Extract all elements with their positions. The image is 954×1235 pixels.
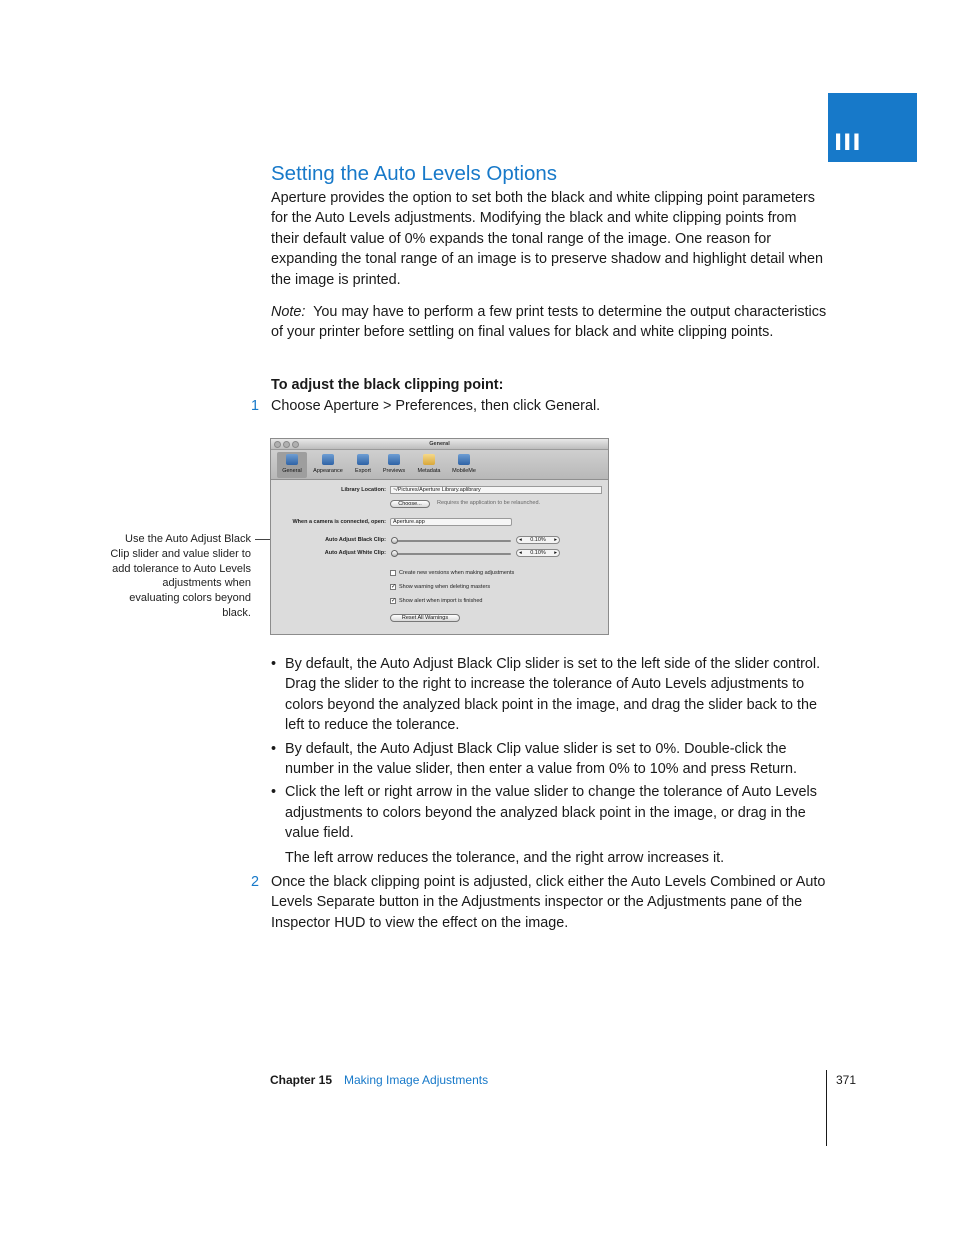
part-tab-label: III (834, 131, 862, 156)
white-clip-right-arrow-icon[interactable]: ▸ (554, 550, 557, 556)
black-clip-slider-knob[interactable] (391, 537, 398, 544)
step-number: 1 (251, 398, 260, 414)
warn-delete-masters-checkbox[interactable]: ✓ Show warning when deleting masters (391, 584, 491, 590)
part-tab (828, 93, 917, 162)
bullet-list (271, 654, 827, 871)
choose-button[interactable]: Choose... (390, 500, 430, 508)
page-number: 371 (836, 1073, 857, 1087)
white-clip-slider[interactable] (393, 553, 511, 555)
black-clip-right-arrow-icon[interactable]: ▸ (554, 537, 557, 543)
white-clip-value-slider[interactable] (516, 549, 560, 557)
checkbox-icon[interactable] (390, 570, 396, 576)
window-body (271, 480, 608, 635)
white-clip-left-arrow-icon[interactable]: ◂ (519, 550, 522, 556)
white-clip-label: Auto Adjust White Clip: (324, 550, 386, 556)
note-text: You may have to perform a few print tests to determine the output characteristics of your printer before settling on final values for black and white clipping points. (271, 304, 827, 341)
list-item: • By default, the Auto Adjust Black Clip slider is set to the left side of the slider control. Drag the slider to the right to increase the tolerance of Auto Levels adjustments to colors beyond the analyzed black point in the image, and drag the slider back to the left to reduce the tolerance. (271, 656, 821, 734)
toolbar-metadata[interactable]: Metadata (414, 452, 444, 474)
black-clip-slider[interactable] (393, 540, 511, 542)
black-clip-label: Auto Adjust Black Clip: (325, 537, 386, 543)
export-icon (357, 454, 369, 465)
reset-all-warnings-button[interactable]: Reset All Warnings (390, 614, 460, 622)
checkbox-icon[interactable]: ✓ (391, 598, 397, 604)
list-item: • By default, the Auto Adjust Black Clip value slider is set to 0%. Double-click the number in the value slider, then enter a value from 0% to 10% and press Return. (271, 740, 797, 778)
toolbar-appearance[interactable]: Appearance (313, 452, 343, 474)
library-location-label: Library Location: (341, 487, 386, 493)
toolbar-previews[interactable]: Previews (379, 452, 409, 474)
library-location-field[interactable]: ~/Pictures/Aperture Library.aplibrary (390, 486, 602, 494)
window-title: General (429, 441, 450, 447)
bullet-followup: The left arrow reduces the tolerance, and the right arrow increases it. (285, 849, 725, 866)
relaunch-note: Requires the application to be relaunched. (437, 500, 541, 506)
toolbar-mobileme[interactable]: MobileMe (449, 452, 479, 474)
metadata-icon (423, 454, 435, 465)
window-titlebar (271, 439, 608, 450)
list-item: • Click the left or right arrow in the value slider to change the tolerance of Auto Levels adjustments to colors beyond the analyzed black point in the image, or drag in the value field. (271, 784, 817, 842)
alert-import-finished-checkbox[interactable]: ✓ Show alert when import is finished (391, 598, 483, 604)
appearance-icon (322, 454, 334, 465)
footer-section-link[interactable]: Making Image Adjustments (344, 1073, 489, 1087)
white-clip-slider-knob[interactable] (391, 550, 398, 557)
black-clip-value-slider[interactable] (516, 536, 560, 544)
footer-divider (826, 1070, 827, 1146)
note-paragraph (271, 302, 827, 343)
footer-chapter: Chapter 15 (270, 1073, 333, 1087)
step-text: Once the black clipping point is adjusted, click either the Auto Levels Combined or Auto Levels Separate button in the Adjustments inspector or the Adjustments pane of the Inspector HUD to view the effect on the image. (271, 874, 826, 931)
step-number: 2 (251, 874, 260, 890)
black-clip-value[interactable]: 0.10% (530, 537, 546, 543)
note-label: Note: (271, 304, 306, 320)
preferences-window (270, 438, 609, 635)
window-toolbar (271, 450, 608, 480)
checkbox-icon[interactable]: ✓ (391, 584, 397, 590)
figure-callout: Use the Auto Adjust Black Clip slider and value slider to add tolerance to Auto Levels adjustments when evaluating colors beyond black. (110, 533, 251, 619)
toolbar-export[interactable]: Export (348, 452, 378, 474)
toolbar-general[interactable]: General (277, 452, 307, 478)
white-clip-value[interactable]: 0.10% (530, 550, 546, 556)
camera-open-label: When a camera is connected, open: (292, 519, 386, 525)
camera-app-select[interactable]: Aperture.app (390, 518, 512, 526)
black-clip-left-arrow-icon[interactable]: ◂ (519, 537, 522, 543)
mobileme-icon (458, 454, 470, 465)
section-heading: Setting the Auto Levels Options (271, 162, 558, 185)
procedure-title: To adjust the black clipping point: (271, 377, 504, 393)
previews-icon (388, 454, 400, 465)
general-icon (286, 454, 298, 465)
step-text: Choose Aperture > Preferences, then click General. (271, 398, 601, 414)
create-versions-checkbox[interactable]: Create new versions when making adjustments (390, 570, 514, 577)
intro-paragraph: Aperture provides the option to set both the black and white clipping point parameters for the Auto Levels adjustments. Modifying the black and white clipping points from their default value of 0% expands the tonal range of the image. One reason for expanding the tonal range of an image is to preserve shadow and highlight detail when the image is printed. (271, 190, 824, 288)
